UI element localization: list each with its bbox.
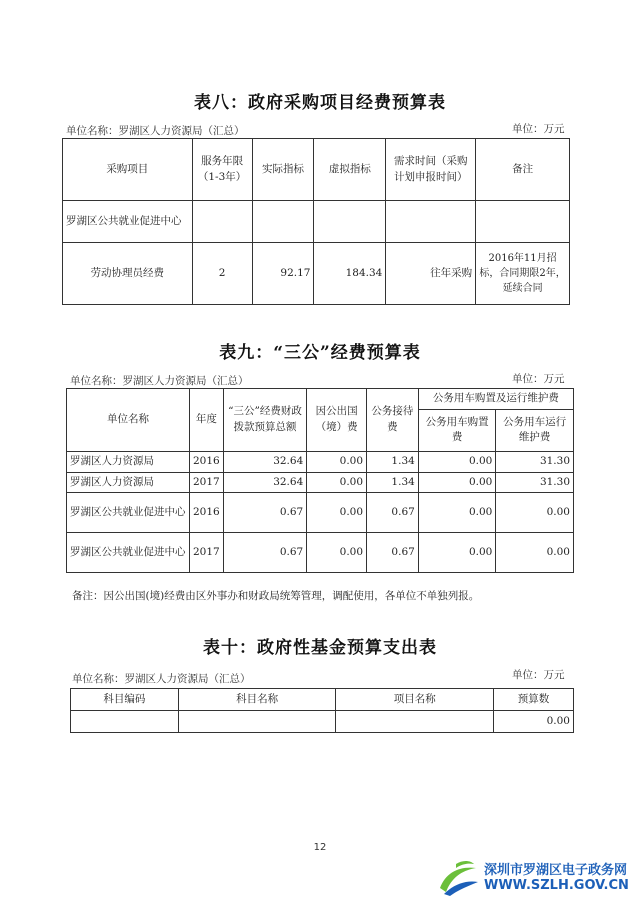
table-row [63,243,570,305]
table9-cell: 0.67 [367,493,419,533]
table10-header-budget: 预算数 [494,689,574,711]
table8-title: 表八：政府采购项目经费预算表 [194,93,446,113]
table10-header-code: 科目编码 [71,689,179,711]
table8-header-virtual: 虚拟指标 [314,139,386,201]
table8-cell: 罗湖区公共就业促进中心 [63,201,193,243]
table-row [67,493,574,533]
table9-cell: 0.00 [418,533,496,573]
table9-header-total: “三公”经费财政拨款预算总额 [223,389,307,452]
table8-cell: 92.17 [252,243,314,305]
table9-cell: 0.00 [307,493,367,533]
table9-cell: 0.00 [307,472,367,493]
logo-name: 深圳市罗湖区电子政务网 [484,863,628,878]
table8-cell: 往年采购 [386,243,476,305]
table9-header-row [67,389,574,410]
table9-cell: 0.00 [418,493,496,533]
table8-header-item: 采购项目 [63,139,193,201]
table9-cell: 2017 [189,533,223,573]
table-row [63,201,570,243]
logo-url: WWW.SZLH.GOV.CN [484,878,629,893]
table9-cell: 罗湖区人力资源局 [67,472,190,493]
table8-unit: 单位：万元 [512,123,565,135]
table8-cell [314,201,386,243]
table9-cell: 1.34 [367,472,419,493]
table9-cell: 罗湖区人力资源局 [67,451,190,472]
table9-cell: 0.67 [223,533,307,573]
table8-header-years: 服务年限（1-3年） [192,139,252,201]
table10-cell: 0.00 [494,711,574,733]
table9-title: 表九：“三公”经费预算表 [219,343,421,363]
table9-cell: 0.00 [418,451,496,472]
table9-cell: 罗湖区公共就业促进中心 [67,533,190,573]
table10-header-subject: 科目名称 [178,689,336,711]
table8-cell [252,201,314,243]
table8-cell: 2016年11月招标，合同期限2年，延续合同 [476,243,570,305]
table10-cell [336,711,494,733]
table8-cell [386,201,476,243]
table9-cell: 0.67 [223,493,307,533]
table9-cell: 0.00 [496,533,574,573]
table-row [67,533,574,573]
table10-header-row [71,689,574,711]
page-number: 12 [313,842,327,853]
site-logo [436,858,640,898]
table10-cell [178,711,336,733]
table9-header-vehicle-purchase: 公务用车购置费 [418,409,496,451]
table9-header-vehicle-maint: 公务用车运行维护费 [496,409,574,451]
table9-cell: 1.34 [367,451,419,472]
table8-cell: 184.34 [314,243,386,305]
table9-cell: 0.67 [367,533,419,573]
table9-cell: 罗湖区公共就业促进中心 [67,493,190,533]
table-row [67,472,574,493]
table10-title: 表十：政府性基金预算支出表 [203,638,437,658]
table10-header-project: 项目名称 [336,689,494,711]
table9-cell: 2016 [189,451,223,472]
table9-cell: 31.30 [496,451,574,472]
table-row [67,451,574,472]
table9-header-unit: 单位名称 [67,389,190,452]
table9-header-vehicle: 公务用车购置及运行维护费 [418,389,573,410]
table9-cell: 0.00 [418,472,496,493]
table9-header-abroad: 因公出国（境）费 [307,389,367,452]
table9-header-year: 年度 [189,389,223,452]
table9-note: 备注：因公出国(境)经费由区外事办和财政局统筹管理，调配使用，各单位不单独列报。 [72,590,480,602]
table9-cell: 31.30 [496,472,574,493]
table10 [70,688,574,733]
table9-cell: 0.00 [496,493,574,533]
table8-cell [476,201,570,243]
table8-cell: 劳动协理员经费 [63,243,193,305]
table9-cell: 2017 [189,472,223,493]
table9-header-reception: 公务接待费 [367,389,419,452]
table9-cell: 32.64 [223,451,307,472]
table8-cell [192,201,252,243]
table8 [62,138,570,305]
table9-unit: 单位：万元 [512,373,565,385]
table10-cell [71,711,179,733]
table8-header-note: 备注 [476,139,570,201]
table9-unit-name: 单位名称：罗湖区人力资源局（汇总） [70,375,249,387]
swoosh-logo-icon [436,858,480,898]
table8-header-time: 需求时间（采购计划申报时间） [386,139,476,201]
table9-cell: 2016 [189,493,223,533]
table8-header-actual: 实际指标 [252,139,314,201]
table-row [71,711,574,733]
table9-cell: 0.00 [307,451,367,472]
table9-cell: 0.00 [307,533,367,573]
table10-unit-name: 单位名称：罗湖区人力资源局（汇总） [72,673,251,685]
table10-unit: 单位：万元 [512,669,565,681]
table8-unit-name: 单位名称：罗湖区人力资源局（汇总） [66,125,245,137]
table8-cell: 2 [192,243,252,305]
table9 [66,388,574,573]
table8-header-row [63,139,570,201]
table9-cell: 32.64 [223,472,307,493]
